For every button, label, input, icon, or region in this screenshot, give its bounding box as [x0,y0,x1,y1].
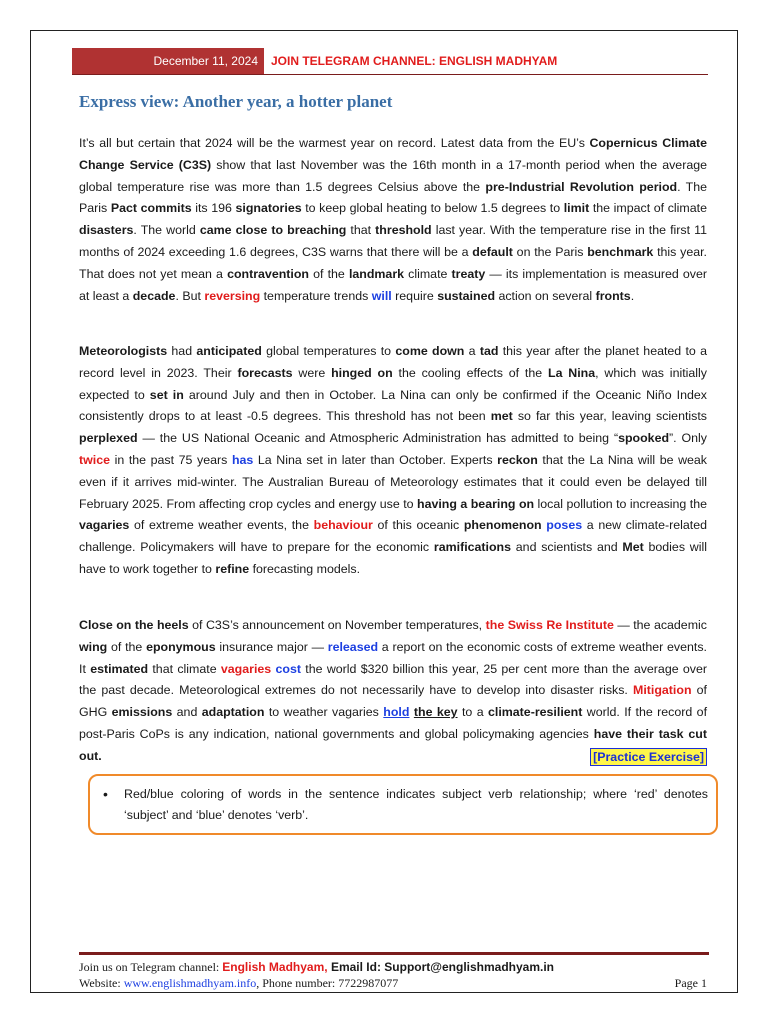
text-run: , which was initially expected to [79,365,707,402]
highlighted-term: default [472,244,513,259]
text-run: around July and then in October. La Nina can only be confirmed if the Oceanic Niño Index consistently drops to at least -0.5 degrees. This threshold has not been [79,387,707,424]
highlighted-term: disasters [79,223,134,238]
paragraph-3 [79,615,707,768]
highlighted-term: treaty [451,266,486,281]
highlighted-term: Met [622,540,644,555]
header-telegram-channel: JOIN TELEGRAM CHANNEL: ENGLISH MADHYAM [271,54,558,68]
highlighted-term: Meteorologists [79,344,168,358]
note-text: Red/blue coloring of words in the sentence indicates subject verb relationship; where ‘red’ denotes ‘subject’ and ‘blue’ denotes ‘verb’. [124,787,708,822]
text-run: its 196 [191,201,236,216]
text-run: local pollution to increasing the [534,496,708,511]
text-run: to keep global heating to below 1.5 degrees to [301,201,564,216]
text-run: of extreme weather events, the [129,518,314,533]
footer-channel-name[interactable]: English Madhyam, [222,960,328,974]
text-run: the world $320 billion this year, 25 per cent more than the average over the past decade. Meteorological extremes do not necessarily have to develop into disaster risks. [79,661,708,698]
header-date: December 11, 2024 [72,48,264,74]
highlighted-term: emissions [111,705,173,720]
text-run: temperature trends [260,288,372,303]
highlighted-term: hold [383,705,410,720]
text-run: show that last November was the 16th month in a 17-month period when the average global temperature rise was more than 1.5 degrees Celsius above the [79,157,707,194]
highlighted-term: released [327,639,379,654]
text-run: . The world [133,223,200,238]
highlighted-term: vagaries [79,518,130,533]
text-run: climate [404,266,452,281]
highlighted-term: adaptation [201,705,265,720]
footer-email[interactable]: Email Id: Support@englishmadhyam.in [327,960,555,974]
highlighted-term: poses [546,518,583,533]
text-run: — the academic [613,618,707,632]
text-run: the cooling effects of the [392,365,548,380]
highlighted-term: have their task cut out. [79,726,707,763]
highlighted-term: the key [413,705,458,720]
highlighted-term: the Swiss Re Institute [485,618,614,632]
text-run: a [464,344,480,358]
paragraph-2 [79,341,707,581]
footer-website-label: Website: [79,976,124,990]
text-run: . The Paris [79,179,708,216]
note-box [88,774,718,835]
note-bullet: • [103,786,108,802]
text-run: that the La Nina will be weak even if it arrives mid-winter. The Australian Bureau of Meteorology estimates that it could even be delayed till February 2025. From affecting crop cycles and energy use to [79,452,708,511]
text-run: a new climate-related challenge. Policymakers will have to prepare for the economic [79,518,707,555]
text-run: . [630,288,635,303]
text-run: that [346,223,376,238]
highlighted-term: benchmark [587,244,654,259]
footer-telegram-label: Join us on Telegram channel: [79,960,223,974]
text-run: It’s all but certain that 2024 will be the warmest year on record. Latest data from the EU’s [79,136,590,150]
highlighted-term: wing [79,639,108,654]
text-run: and [172,705,202,720]
highlighted-term: came close to breaching [199,223,347,238]
footer-line-2 [79,975,707,991]
paragraph-1 [79,133,707,307]
highlighted-term: sustained [437,288,496,303]
text-run: had [167,344,197,358]
text-run: — its implementation is measured over at least a [79,266,707,303]
highlighted-term: pre-Industrial Revolution period [485,179,678,194]
highlighted-term: has [231,452,254,467]
highlighted-term: come down [395,344,465,358]
highlighted-term: eponymous [146,639,216,654]
highlighted-term: Copernicus Climate Change Service (C3S) [79,136,707,172]
highlighted-term: signatories [235,201,302,216]
highlighted-term: estimated [90,661,149,676]
header-bar [72,48,708,75]
highlighted-term: will [371,288,392,303]
highlighted-term: landmark [348,266,405,281]
page-number: Page 1 [674,976,707,990]
highlighted-term: hinged on [331,365,393,380]
highlighted-term: having a bearing on [417,496,535,511]
highlighted-term: behaviour [313,518,373,533]
text-run: were [292,365,332,380]
text-run: . But [175,288,205,303]
highlighted-term: reckon [497,452,538,467]
text-run: and scientists and [511,540,623,555]
text-run: that climate [148,661,221,676]
highlighted-term: perplexed [79,431,138,446]
footer-rule [79,952,709,955]
highlighted-term: tad [479,344,499,358]
highlighted-term: fronts [595,288,631,303]
text-run: of the [107,639,147,654]
text-run: action on several [495,288,596,303]
highlighted-term: Pact commits [110,201,192,216]
highlighted-term: vagaries [220,661,272,676]
text-run: this year after the planet heated to a record level in 2023. Their [79,344,707,380]
text-run: of C3S’s announcement on November temperatures, [188,618,486,632]
highlighted-term: La Nina [548,365,596,380]
highlighted-term: contravention [227,266,309,281]
text-run: insurance major — [215,639,328,654]
text-run: in the past 75 years [110,452,232,467]
text-run: ”. Only [669,431,707,446]
text-run: of this oceanic [372,518,464,533]
text-run: — the US National Oceanic and Atmospheric Administration has admitted to being “ [137,431,619,446]
highlighted-term: refine [215,561,250,576]
highlighted-term: threshold [375,223,432,238]
text-run: so far this year, leaving scientists [512,409,707,424]
footer-line-1 [79,959,554,975]
highlighted-term: forecasts [237,365,293,380]
highlighted-term: ramifications [433,540,512,555]
text-run: world. If the record of post-Paris CoPs is any indication, national governments and global policymaking agencies [79,705,708,741]
highlighted-term: spooked [618,431,670,446]
footer-website-link[interactable]: www.englishmadhyam.info [123,976,257,990]
highlighted-term: met [490,409,513,424]
highlighted-term: Close on the heels [79,618,189,632]
text-run: to weather vagaries [264,705,384,720]
highlighted-term: Mitigation [633,683,692,698]
practice-exercise-link[interactable]: [Practice Exercise] [590,748,707,766]
text-run: a report on the economic costs of extreme weather events. It [79,639,707,676]
highlighted-term: anticipated [196,344,262,358]
text-run: this year. That does not yet mean a [79,244,707,281]
text-run: last year. With the temperature rise in the first 11 months of 2024 exceeding 1.6 degrees, C3S warns that there will be a [79,223,707,259]
text-run: bodies will have to work together to [79,540,707,576]
text-run: forecasting models. [249,561,361,576]
highlighted-term: twice [79,452,110,467]
text-run: on the Paris [512,244,588,259]
text-run: the impact of climate [589,201,707,216]
highlighted-term: decade [132,288,176,303]
text-run: of the [309,266,349,281]
text-run: to a [457,705,488,720]
highlighted-term: cost [275,661,301,676]
text-run: global temperatures to [261,344,396,358]
highlighted-term: reversing [204,288,261,303]
text-run: La Nina set in later than October. Experts [253,452,498,467]
text-run: require [391,288,438,303]
highlighted-term: phenomenon [463,518,542,533]
article-title: Express view: Another year, a hotter planet [79,92,393,111]
footer-phone: , Phone number: 7722987077 [256,976,399,990]
highlighted-term: set in [149,387,184,402]
text-run: of GHG [79,683,707,720]
highlighted-term: limit [563,201,590,216]
highlighted-term: climate-resilient [488,705,583,720]
